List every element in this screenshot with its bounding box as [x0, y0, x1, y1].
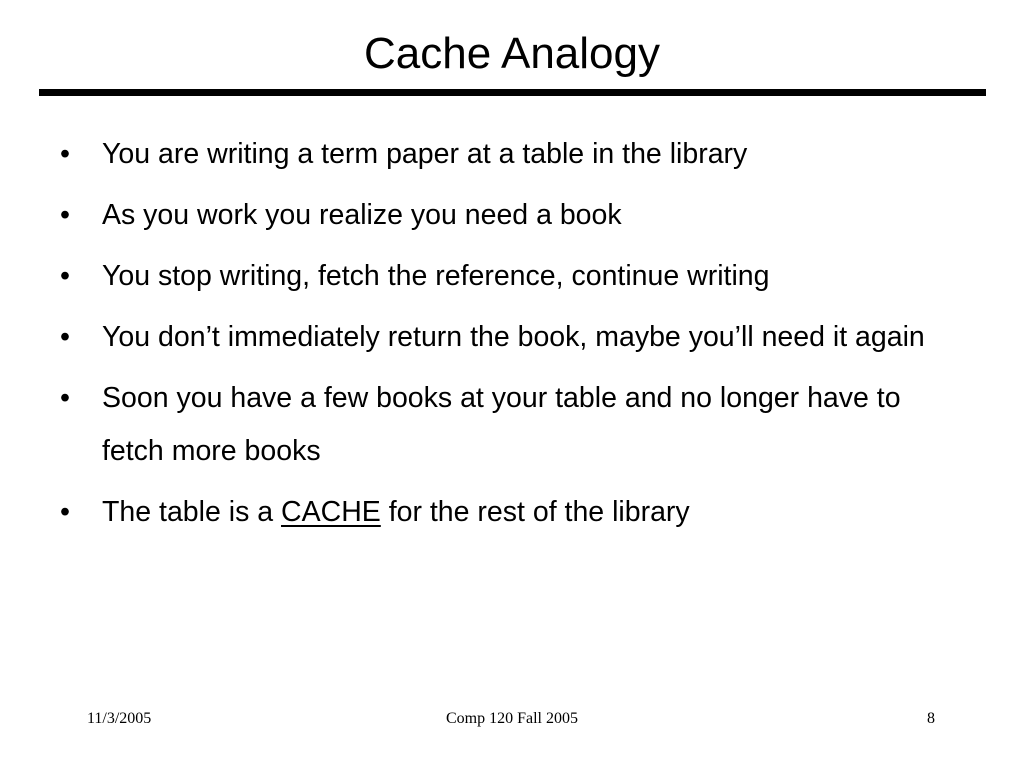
footer-course-name: Comp 120 Fall 2005	[445, 710, 578, 727]
bullet-item	[58, 486, 958, 539]
bullet-item	[58, 311, 958, 364]
bullet-text-tail: for the rest of the library	[380, 496, 690, 528]
bullet-marker: •	[60, 382, 70, 414]
bullet-text: You don’t immediately return the book, maybe you’ll need it again	[102, 321, 925, 353]
bullet-text: As you work you realize you need a book	[102, 199, 622, 231]
cache-emphasis: CACHE	[281, 496, 381, 528]
bullet-text-lead: The table is a	[102, 496, 282, 528]
bullet-text	[102, 486, 958, 539]
bullet-list	[58, 128, 958, 547]
bullet-item	[58, 128, 958, 181]
bullet-marker: •	[60, 138, 70, 170]
bullet-marker: •	[60, 496, 70, 528]
title-divider	[39, 89, 986, 96]
bullet-marker: •	[60, 321, 70, 353]
bullet-item	[58, 250, 958, 303]
bullet-marker: •	[60, 260, 70, 292]
bullet-text: You stop writing, fetch the reference, continue writing	[102, 260, 770, 292]
slide-number: 8	[927, 710, 935, 727]
bullet-item	[58, 189, 958, 242]
bullet-marker: •	[60, 199, 70, 231]
footer-date: 11/3/2005	[87, 710, 152, 727]
bullet-text: Soon you have a few books at your table and no longer have to fetch more books	[102, 382, 901, 467]
slide-title: Cache Analogy	[364, 29, 660, 78]
bullet-item	[58, 372, 958, 478]
bullet-text: You are writing a term paper at a table in the library	[102, 138, 748, 170]
